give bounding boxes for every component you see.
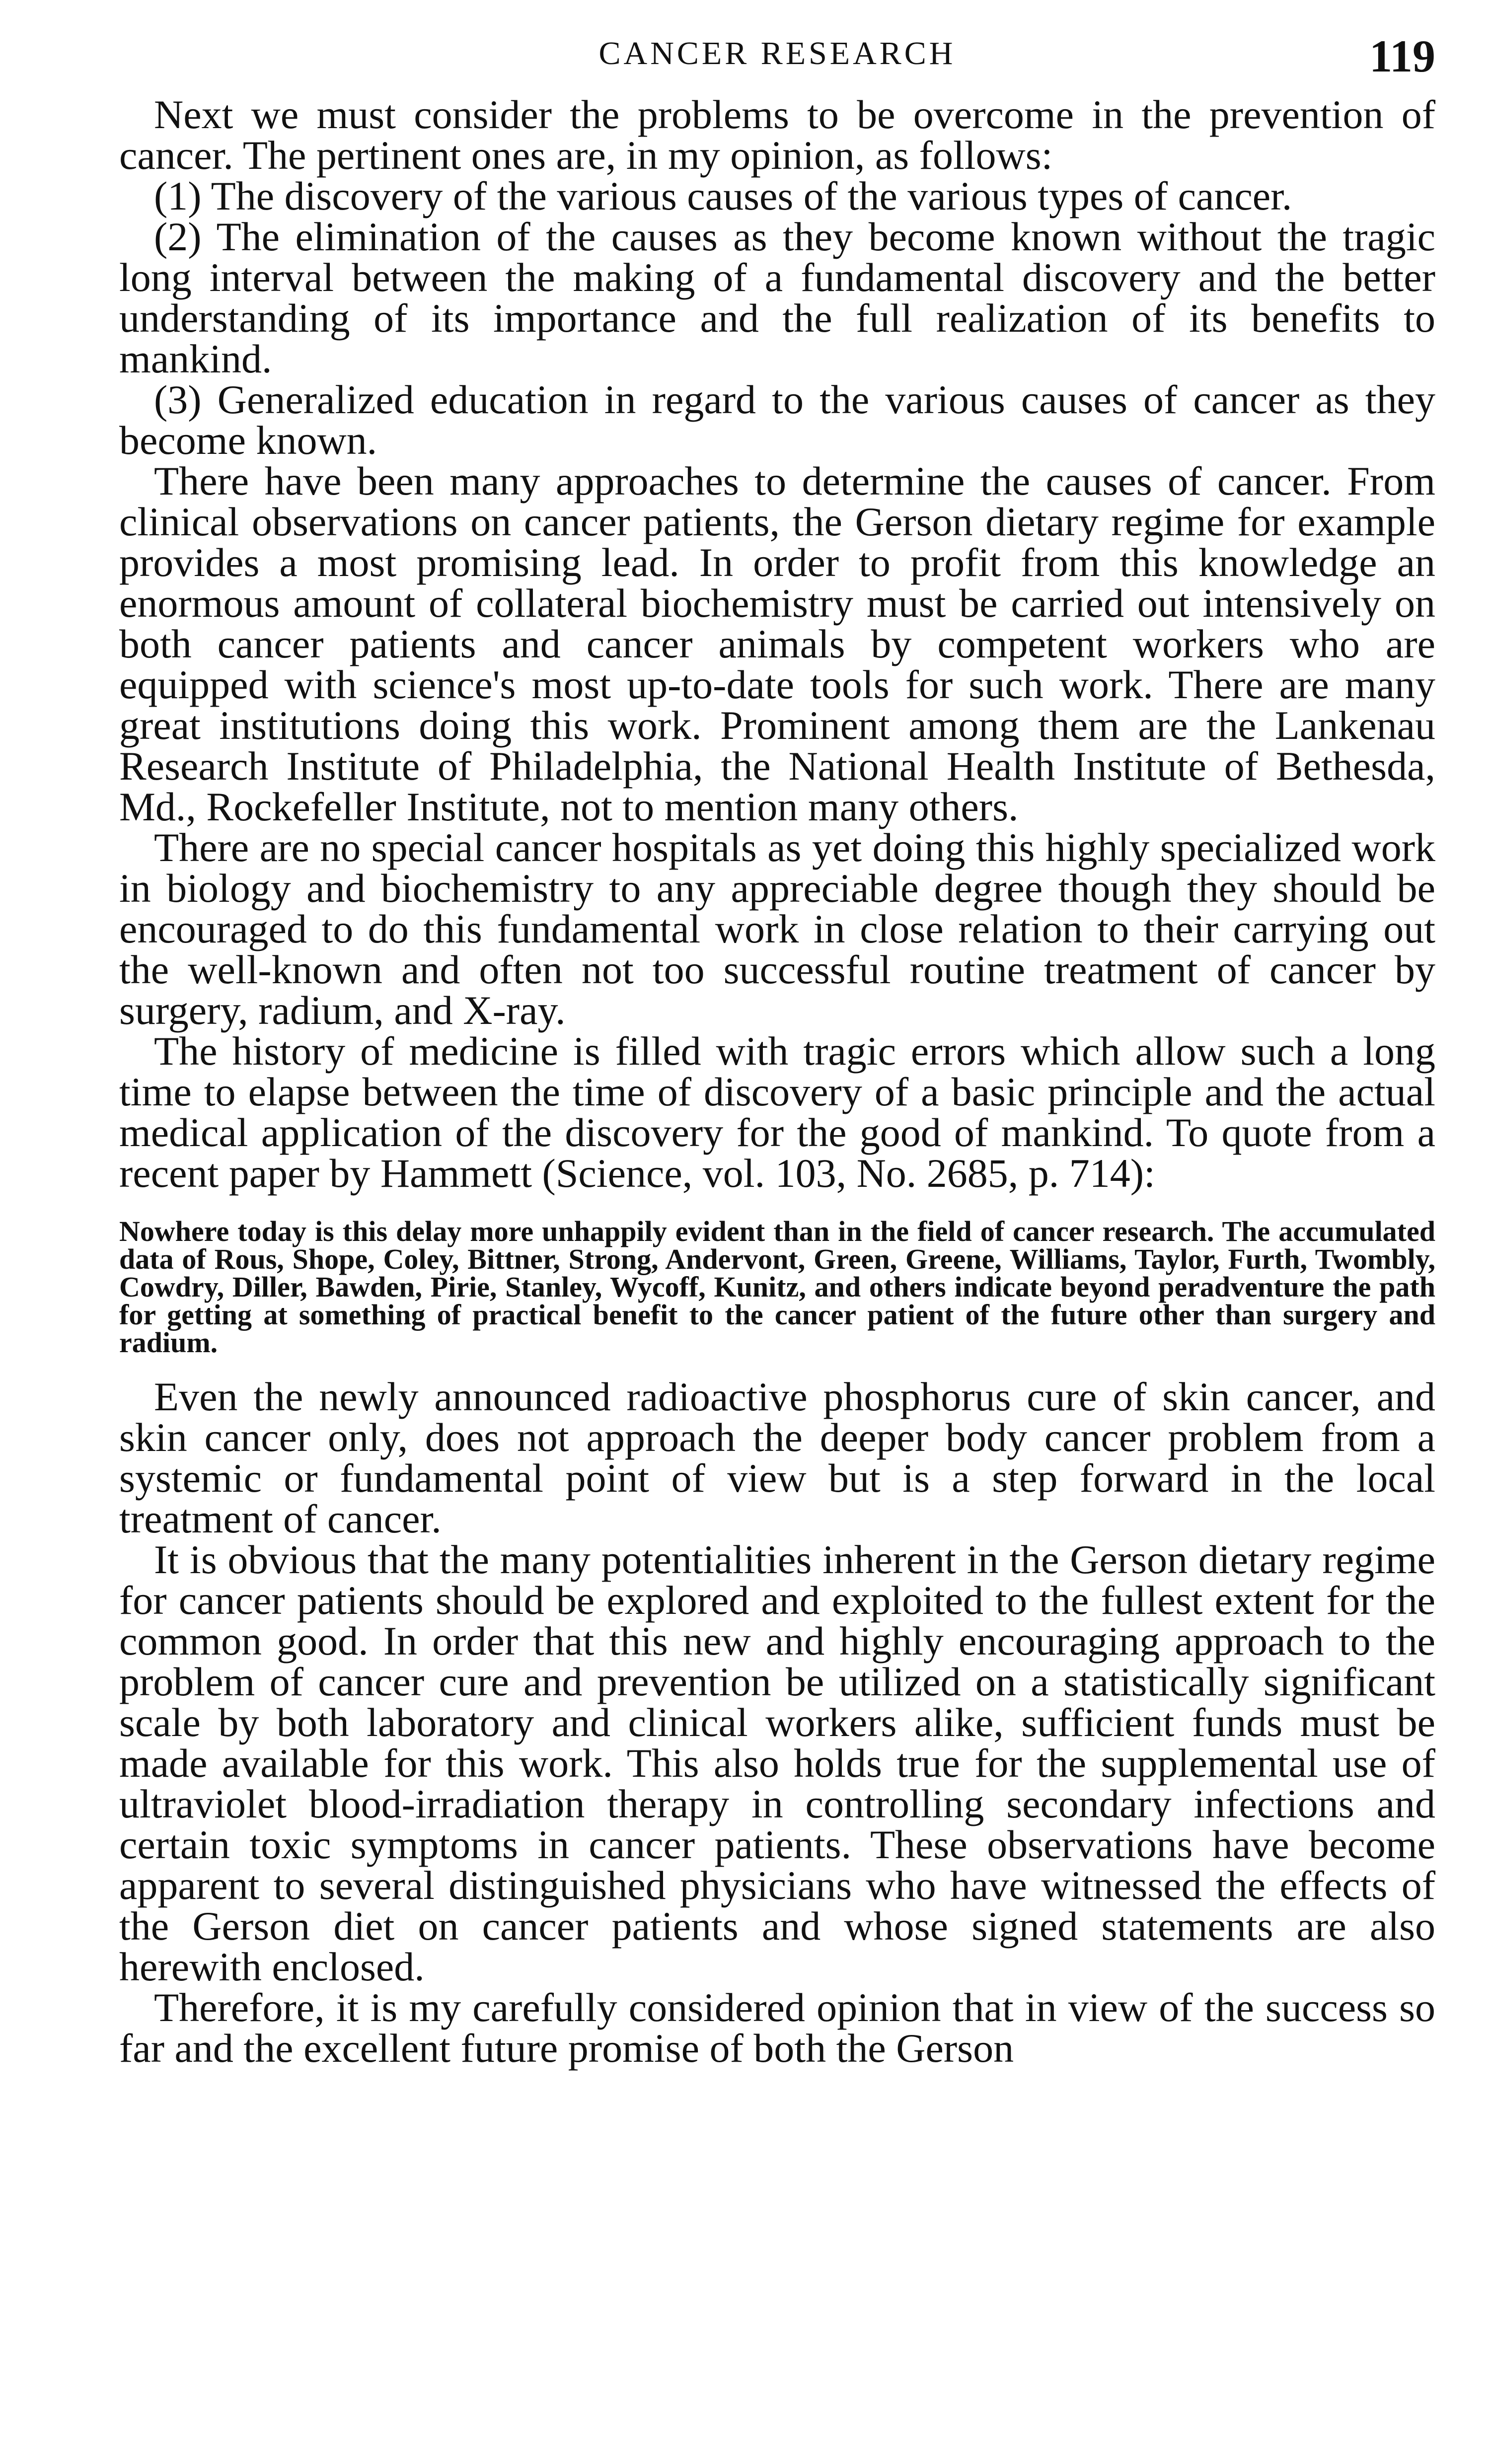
paragraph: Therefore, it is my carefully considered opinion that in view of the success so far and the excellent future promise of both the Gerson (119, 1985, 1435, 2071)
list-item-3: (3) Generalized education in regard to the various causes of cancer as they become known. (119, 377, 1435, 463)
running-title: CANCER RESEARCH (598, 35, 956, 72)
paragraph: Next we must consider the problems to be overcome in the prevention of cancer. The pertinent ones are, in my opinion, as follows: (119, 92, 1435, 178)
list-item-1: (1) The discovery of the various causes of the various types of cancer. (154, 173, 1292, 218)
paragraph: The history of medicine is filled with tragic errors which allow such a long time to elapse between the time of discovery of a basic principle and the actual medical application of the discovery for the good of mankind. To quote from a recent paper by Hammett (Science, vol. 103, No. 2685, p. 714): (119, 1028, 1435, 1196)
paragraph: Even the newly announced radioactive phosphorus cure of skin cancer, and skin cancer only, does not approach the deeper body cancer problem from a systemic or fundamental point of view but is a step forward in the local treatment of cancer. (119, 1374, 1435, 1541)
body-text (119, 94, 1435, 2069)
list-item-2: (2) The elimination of the causes as they become known without the tragic long interval between the making of a fundamental discovery and the better understanding of its importance and the full realization of its benefits to mankind. (119, 214, 1435, 381)
paragraph: There have been many approaches to determine the causes of cancer. From clinical observations on cancer patients, the Gerson dietary regime for example provides a most promising lead. In order to profit from this knowledge an enormous amount of collateral biochemistry must be carried out intensively on both cancer patients and cancer animals by competent workers who are equipped with science's most up-to-date tools for such work. There are many great institutions doing this work. Prominent among them are the Lankenau Research Institute of Philadelphia, the National Health Institute of Bethesda, Md., Rockefeller Institute, not to mention many others. (119, 458, 1435, 829)
block-quote: Nowhere today is this delay more unhappily evident than in the field of cancer research. The accumulated data of Rous, Shope, Coley, Bittner, Strong, Andervont, Green, Greene, Williams, Taylor, Furth, Twombly, Cowdry, Diller, Bawden, Pirie, Stanley, Wycoff, Kunitz, and others indicate beyond peradventure the path for getting at something of practical benefit to the cancer patient of the future other than surgery and radium. (119, 1215, 1435, 1359)
paragraph: There are no special cancer hospitals as yet doing this highly specialized work in biology and biochemistry to any appreciable degree though they should be encouraged to do this fundamental work in close relation to their carrying out the well-known and often not too successful routine treatment of cancer by surgery, radium, and X-ray. (119, 825, 1435, 1033)
paragraph: It is obvious that the many potentialities inherent in the Gerson dietary regime for cancer patients should be explored and exploited to the fullest extent for the common good. In order that this new and highly encouraging approach to the problem of cancer cure and prevention be utilized on a statistically significant scale by both laboratory and clinical workers alike, sufficient funds must be made available for this work. This also holds true for the supplemental use of ultraviolet blood-irradiation therapy in controlling secondary infections and certain toxic symptoms in cancer patients. These observations have become apparent to several distinguished physicians who have witnessed the effects of the Gerson diet on cancer patients and whose signed statements are also herewith enclosed. (119, 1537, 1435, 1989)
running-header (119, 31, 1435, 94)
page-number: 119 (1369, 31, 1435, 81)
